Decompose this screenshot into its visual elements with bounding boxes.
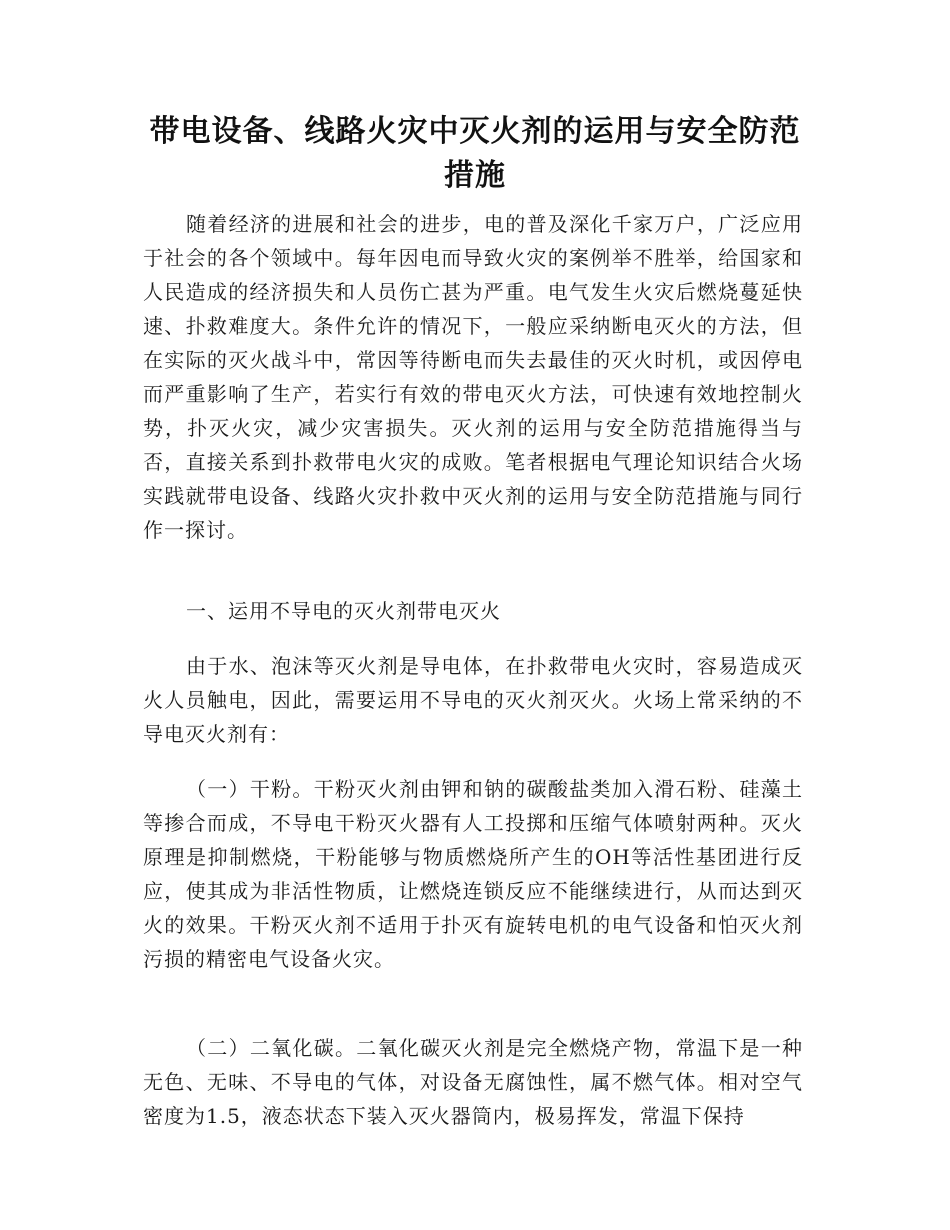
section-heading-1: 一、运用不导电的灭火剂带电灭火 [186, 599, 501, 623]
document-title: 带电设备、线路火灾中灭火剂的运用与安全防范措施 [149, 114, 801, 193]
paragraph-intro: 随着经济的进展和社会的进步，电的普及深化千家万户，广泛应用于社会的各个领域中。每年因电而导致火灾的案例举不胜举，给国家和人民造成的经济损失和人员伤亡甚为严重。电气发生火灾后燃烧蔓延快速、扑救难度大。条件允许的情况下，一般应采纳断电灭火的方法，但在实际的灭火战斗中，常因等待断电而失去最佳的灭火时机，或因停电而严重影响了生产，若实行有效的带电灭火方法，可快速有效地控制火势，扑灭火灾，减少灾害损失。灭火剂的运用与安全防范措施得当与否，直接关系到扑救带电火灾的成败。笔者根据电气理论知识结合火场实践就带电设备、线路火灾扑救中灭火剂的运用与安全防范措施与同行作一探讨。 [143, 212, 803, 542]
paragraph-dry-powder: （一）干粉。干粉灭火剂由钾和钠的碳酸盐类加入滑石粉、硅藻土等掺合而成，不导电干粉灭火器有人工投掷和压缩气体喷射两种。灭火原理是抑制燃烧，干粉能够与物质燃烧所产生的OH等活性基团进行反应，使其成为非活性物质，让燃烧连锁反应不能继续进行，从而达到灭火的效果。干粉灭火剂不适用于扑灭有旋转电机的电气设备和怕灭火剂污损的精密电气设备火灾。 [143, 777, 803, 971]
paragraph-co2: （二）二氧化碳。二氧化碳灭火剂是完全燃烧产物，常温下是一种无色、无味、不导电的气体，对设备无腐蚀性，属不燃气体。相对空气密度为1.5，液态状态下装入灭火器筒内，极易挥发，常温下保持 [143, 1036, 803, 1128]
paragraph-section-1: 由于水、泡沫等灭火剂是导电体，在扑救带电火灾时，容易造成灭火人员触电，因此，需要运用不导电的灭火剂灭火。火场上常采纳的不导电灭火剂有： [143, 654, 803, 746]
